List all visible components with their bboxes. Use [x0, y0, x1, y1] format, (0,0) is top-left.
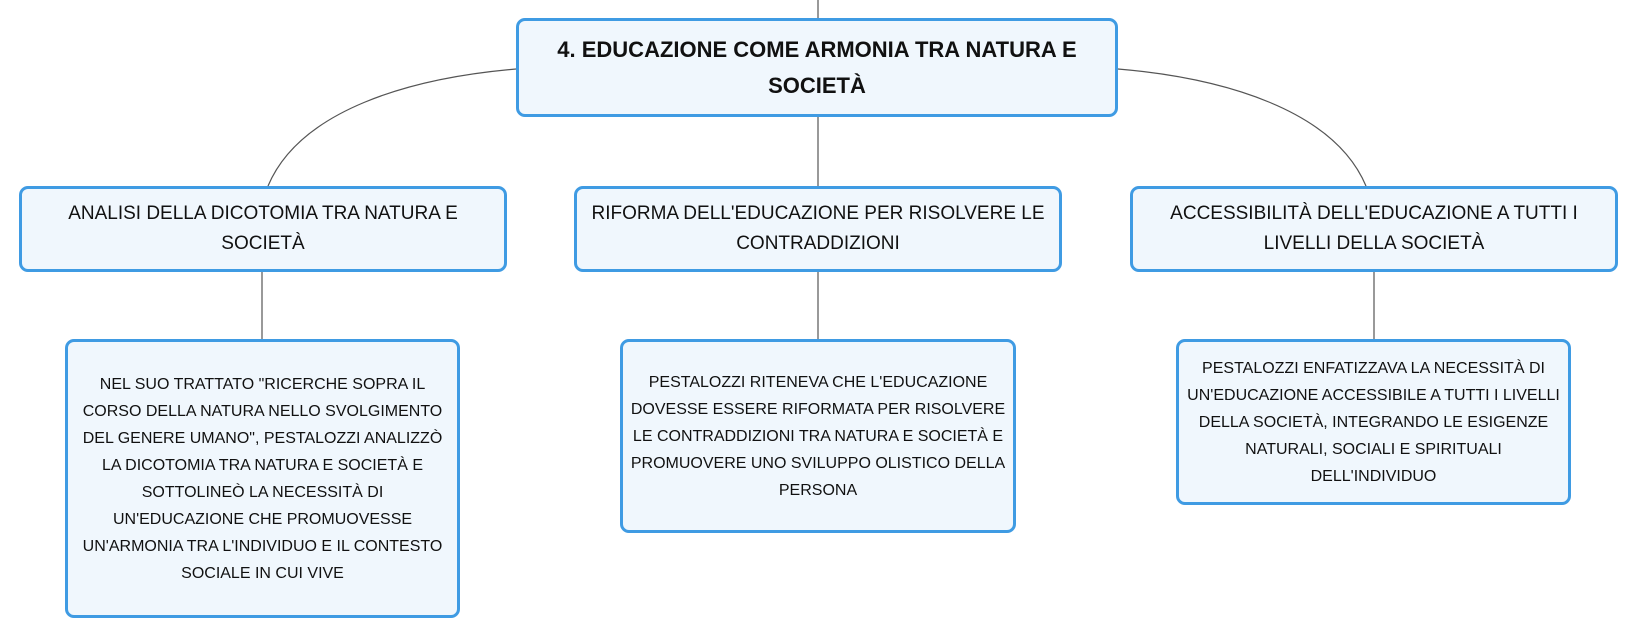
detail-text-riforma: PESTALOZZI RITENEVA CHE L'EDUCAZIONE DOVESSE ESSERE RIFORMATA PER RISOLVERE LE CONTRADDIZIONI TRA NATURA E SOCIETÀ E PROMUOVERE UNO SVILUPPO OLISTICO DELLA PERSONA: [630, 373, 1006, 499]
detail-node-riforma[interactable]: [620, 339, 1016, 533]
root-topic-node[interactable]: [516, 18, 1118, 117]
branch-text-riforma: RIFORMA DELL'EDUCAZIONE PER RISOLVERE LE CONTRADDIZIONI: [591, 203, 1045, 254]
detail-text-accessibilita: PESTALOZZI ENFATIZZAVA LA NECESSITÀ DI UN'EDUCAZIONE ACCESSIBILE A TUTTI I LIVELLI DELLA SOCIETÀ, INTEGRANDO LE ESIGENZE NATURALI, SOCIALI E SPIRITUALI DELL'INDIVIDUO: [1187, 359, 1560, 485]
detail-node-accessibilita[interactable]: [1176, 339, 1571, 505]
root-topic-text: 4. EDUCAZIONE COME ARMONIA TRA NATURA E SOCIETÀ: [557, 36, 1077, 98]
branch-text-accessibilita: ACCESSIBILITÀ DELL'EDUCAZIONE A TUTTI I LIVELLI DELLA SOCIETÀ: [1170, 203, 1578, 254]
branch-node-riforma[interactable]: [574, 186, 1062, 272]
connector-root-to-branch-3: [1118, 69, 1366, 186]
branch-text-dicotomia: ANALISI DELLA DICOTOMIA TRA NATURA E SOCIETÀ: [68, 203, 458, 254]
branch-node-accessibilita[interactable]: [1130, 186, 1618, 272]
connector-root-to-branch-1: [268, 69, 516, 186]
branch-node-dicotomia[interactable]: [19, 186, 507, 272]
detail-node-dicotomia[interactable]: [65, 339, 460, 618]
detail-text-dicotomia: NEL SUO TRATTATO "RICERCHE SOPRA IL CORSO DELLA NATURA NELLO SVOLGIMENTO DEL GENERE UMANO", PESTALOZZI ANALIZZÒ LA DICOTOMIA TRA NATURA E SOCIETÀ E SOTTOLINEÒ LA NECESSITÀ DI UN'EDUCAZIONE CHE PROMUOVESSE UN'ARMONIA TRA L'INDIVIDUO E IL CONTESTO SOCIALE IN CUI VIVE: [82, 375, 443, 582]
